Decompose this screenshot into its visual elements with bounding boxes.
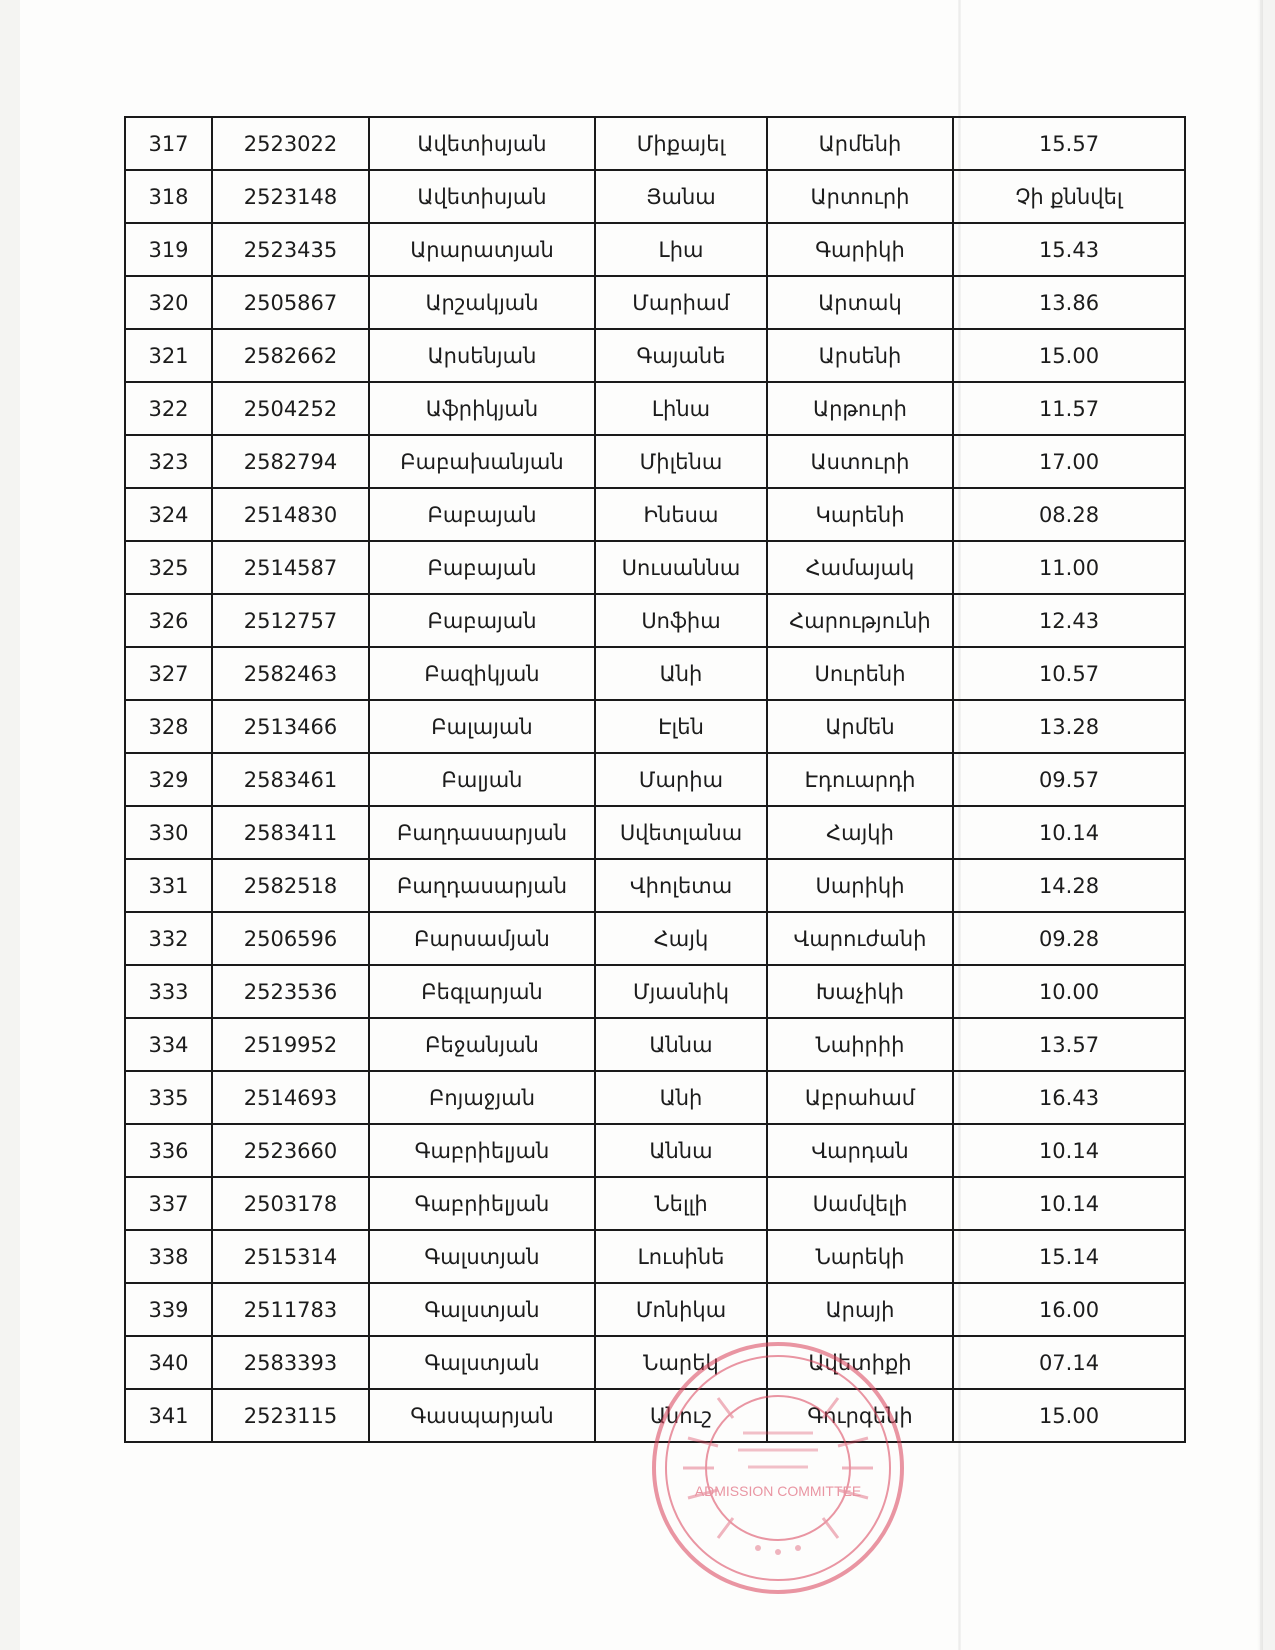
cell-surname: Ավետիսյան	[369, 117, 595, 170]
cell-row-number: 317	[125, 117, 212, 170]
cell-patronymic: Արմենի	[767, 117, 953, 170]
cell-first-name: Անի	[595, 1071, 767, 1124]
table-row	[125, 700, 1185, 753]
cell-applicant-code: 2582463	[212, 647, 369, 700]
cell-score: 16.00	[953, 1283, 1185, 1336]
cell-score: 17.00	[953, 435, 1185, 488]
cell-applicant-code: 2514587	[212, 541, 369, 594]
cell-score: 13.28	[953, 700, 1185, 753]
cell-applicant-code: 2504252	[212, 382, 369, 435]
table-row	[125, 859, 1185, 912]
cell-row-number: 319	[125, 223, 212, 276]
cell-score: 13.57	[953, 1018, 1185, 1071]
cell-patronymic: Էդուարդի	[767, 753, 953, 806]
cell-first-name: Մյասնիկ	[595, 965, 767, 1018]
cell-patronymic: Համայակ	[767, 541, 953, 594]
cell-row-number: 328	[125, 700, 212, 753]
table-row	[125, 435, 1185, 488]
cell-patronymic: Աբրահամ	[767, 1071, 953, 1124]
table-row	[125, 541, 1185, 594]
table-row	[125, 753, 1185, 806]
cell-first-name: Լինա	[595, 382, 767, 435]
cell-patronymic: Գուրգենի	[767, 1389, 953, 1442]
cell-patronymic: Արմեն	[767, 700, 953, 753]
cell-surname: Բաբայան	[369, 541, 595, 594]
cell-row-number: 326	[125, 594, 212, 647]
cell-first-name: Լիա	[595, 223, 767, 276]
cell-surname: Բաբախանյան	[369, 435, 595, 488]
cell-row-number: 337	[125, 1177, 212, 1230]
cell-score: Չի քննվել	[953, 170, 1185, 223]
cell-applicant-code: 2519952	[212, 1018, 369, 1071]
cell-patronymic: Խաչիկի	[767, 965, 953, 1018]
cell-row-number: 341	[125, 1389, 212, 1442]
cell-applicant-code: 2583411	[212, 806, 369, 859]
cell-applicant-code: 2582794	[212, 435, 369, 488]
cell-patronymic: Վարուժանի	[767, 912, 953, 965]
cell-row-number: 335	[125, 1071, 212, 1124]
cell-applicant-code: 2582518	[212, 859, 369, 912]
table-row	[125, 329, 1185, 382]
table-row	[125, 382, 1185, 435]
cell-row-number: 321	[125, 329, 212, 382]
cell-row-number: 336	[125, 1124, 212, 1177]
cell-applicant-code: 2582662	[212, 329, 369, 382]
cell-row-number: 339	[125, 1283, 212, 1336]
cell-patronymic: Վարդան	[767, 1124, 953, 1177]
cell-surname: Աֆրիկյան	[369, 382, 595, 435]
cell-patronymic: Արայի	[767, 1283, 953, 1336]
table-row	[125, 647, 1185, 700]
cell-patronymic: Արտուրի	[767, 170, 953, 223]
cell-row-number: 324	[125, 488, 212, 541]
cell-first-name: Հայկ	[595, 912, 767, 965]
cell-first-name: Ինեսա	[595, 488, 767, 541]
cell-applicant-code: 2514830	[212, 488, 369, 541]
cell-score: 10.57	[953, 647, 1185, 700]
table-row	[125, 117, 1185, 170]
cell-surname: Գասպարյան	[369, 1389, 595, 1442]
cell-score: 10.00	[953, 965, 1185, 1018]
cell-first-name: Սուսաննա	[595, 541, 767, 594]
cell-score: 09.57	[953, 753, 1185, 806]
cell-first-name: Սվետլանա	[595, 806, 767, 859]
table-row	[125, 594, 1185, 647]
cell-applicant-code: 2583393	[212, 1336, 369, 1389]
table-row	[125, 1283, 1185, 1336]
cell-score: 11.00	[953, 541, 1185, 594]
cell-applicant-code: 2506596	[212, 912, 369, 965]
table-row	[125, 1177, 1185, 1230]
cell-patronymic: Սուրենի	[767, 647, 953, 700]
cell-row-number: 338	[125, 1230, 212, 1283]
table-row	[125, 276, 1185, 329]
cell-score: 15.00	[953, 1389, 1185, 1442]
table-row	[125, 1230, 1185, 1283]
table-row	[125, 1018, 1185, 1071]
cell-applicant-code: 2505867	[212, 276, 369, 329]
cell-surname: Բաբայան	[369, 488, 595, 541]
cell-first-name: Էլեն	[595, 700, 767, 753]
cell-applicant-code: 2583461	[212, 753, 369, 806]
cell-surname: Բարսամյան	[369, 912, 595, 965]
cell-patronymic: Արթուրի	[767, 382, 953, 435]
cell-first-name: Անի	[595, 647, 767, 700]
cell-surname: Ավետիսյան	[369, 170, 595, 223]
cell-applicant-code: 2515314	[212, 1230, 369, 1283]
cell-surname: Գաբրիելյան	[369, 1177, 595, 1230]
cell-first-name: Անուշ	[595, 1389, 767, 1442]
table-row	[125, 1124, 1185, 1177]
cell-score: 11.57	[953, 382, 1185, 435]
cell-applicant-code: 2513466	[212, 700, 369, 753]
cell-score: 13.86	[953, 276, 1185, 329]
table-row	[125, 170, 1185, 223]
cell-patronymic: Հարությունի	[767, 594, 953, 647]
cell-patronymic: Ավետիքի	[767, 1336, 953, 1389]
cell-applicant-code: 2503178	[212, 1177, 369, 1230]
cell-score: 07.14	[953, 1336, 1185, 1389]
cell-surname: Գալստյան	[369, 1283, 595, 1336]
cell-row-number: 325	[125, 541, 212, 594]
cell-score: 12.43	[953, 594, 1185, 647]
cell-surname: Բալյան	[369, 753, 595, 806]
cell-patronymic: Նաիրիի	[767, 1018, 953, 1071]
table-row	[125, 488, 1185, 541]
cell-surname: Բեգլարյան	[369, 965, 595, 1018]
cell-row-number: 323	[125, 435, 212, 488]
cell-first-name: Սոֆիա	[595, 594, 767, 647]
cell-surname: Արշակյան	[369, 276, 595, 329]
cell-patronymic: Նարեկի	[767, 1230, 953, 1283]
cell-surname: Արսենյան	[369, 329, 595, 382]
cell-applicant-code: 2523660	[212, 1124, 369, 1177]
cell-row-number: 333	[125, 965, 212, 1018]
cell-surname: Բաղդասարյան	[369, 859, 595, 912]
cell-row-number: 334	[125, 1018, 212, 1071]
cell-score: 09.28	[953, 912, 1185, 965]
cell-score: 15.57	[953, 117, 1185, 170]
cell-score: 14.28	[953, 859, 1185, 912]
cell-first-name: Աննա	[595, 1018, 767, 1071]
cell-score: 08.28	[953, 488, 1185, 541]
cell-first-name: Աննա	[595, 1124, 767, 1177]
cell-row-number: 318	[125, 170, 212, 223]
results-table	[124, 116, 1186, 1443]
table-row	[125, 806, 1185, 859]
cell-applicant-code: 2511783	[212, 1283, 369, 1336]
cell-first-name: Միլենա	[595, 435, 767, 488]
cell-row-number: 320	[125, 276, 212, 329]
cell-surname: Գալստյան	[369, 1336, 595, 1389]
cell-patronymic: Գարիկի	[767, 223, 953, 276]
cell-score: 15.00	[953, 329, 1185, 382]
cell-applicant-code: 2514693	[212, 1071, 369, 1124]
cell-first-name: Մարիամ	[595, 276, 767, 329]
cell-row-number: 340	[125, 1336, 212, 1389]
cell-score: 15.43	[953, 223, 1185, 276]
cell-row-number: 329	[125, 753, 212, 806]
cell-first-name: Լուսինե	[595, 1230, 767, 1283]
cell-patronymic: Կարենի	[767, 488, 953, 541]
table-row	[125, 965, 1185, 1018]
cell-patronymic: Արտակ	[767, 276, 953, 329]
cell-surname: Գաբրիելյան	[369, 1124, 595, 1177]
table-row	[125, 223, 1185, 276]
cell-applicant-code: 2523148	[212, 170, 369, 223]
cell-first-name: Միքայել	[595, 117, 767, 170]
cell-score: 15.14	[953, 1230, 1185, 1283]
cell-patronymic: Աստուրի	[767, 435, 953, 488]
cell-applicant-code: 2523115	[212, 1389, 369, 1442]
cell-surname: Բազիկյան	[369, 647, 595, 700]
cell-first-name: Նարեկ	[595, 1336, 767, 1389]
cell-patronymic: Հայկի	[767, 806, 953, 859]
cell-score: 10.14	[953, 1124, 1185, 1177]
table-row	[125, 912, 1185, 965]
cell-patronymic: Սամվելի	[767, 1177, 953, 1230]
cell-applicant-code: 2523022	[212, 117, 369, 170]
cell-row-number: 331	[125, 859, 212, 912]
table-row	[125, 1389, 1185, 1442]
page-edge-shadow	[1257, 0, 1263, 1650]
cell-surname: Բաղդասարյան	[369, 806, 595, 859]
cell-first-name: Վիոլետա	[595, 859, 767, 912]
cell-first-name: Նելլի	[595, 1177, 767, 1230]
cell-surname: Բալայան	[369, 700, 595, 753]
cell-patronymic: Սարիկի	[767, 859, 953, 912]
cell-score: 16.43	[953, 1071, 1185, 1124]
table-row	[125, 1336, 1185, 1389]
cell-surname: Արարատյան	[369, 223, 595, 276]
cell-row-number: 327	[125, 647, 212, 700]
cell-applicant-code: 2523536	[212, 965, 369, 1018]
cell-first-name: Յանա	[595, 170, 767, 223]
cell-first-name: Գայանե	[595, 329, 767, 382]
cell-first-name: Մոնիկա	[595, 1283, 767, 1336]
cell-surname: Բոյաջյան	[369, 1071, 595, 1124]
cell-patronymic: Արսենի	[767, 329, 953, 382]
cell-score: 10.14	[953, 1177, 1185, 1230]
cell-surname: Բեջանյան	[369, 1018, 595, 1071]
results-table-body	[125, 117, 1185, 1442]
cell-row-number: 330	[125, 806, 212, 859]
cell-row-number: 332	[125, 912, 212, 965]
cell-applicant-code: 2523435	[212, 223, 369, 276]
cell-surname: Բաբայան	[369, 594, 595, 647]
cell-score: 10.14	[953, 806, 1185, 859]
table-row	[125, 1071, 1185, 1124]
cell-surname: Գալստյան	[369, 1230, 595, 1283]
cell-first-name: Մարիա	[595, 753, 767, 806]
cell-applicant-code: 2512757	[212, 594, 369, 647]
cell-row-number: 322	[125, 382, 212, 435]
stamp-label: ADMISSION COMMITTEE	[694, 1483, 862, 1499]
